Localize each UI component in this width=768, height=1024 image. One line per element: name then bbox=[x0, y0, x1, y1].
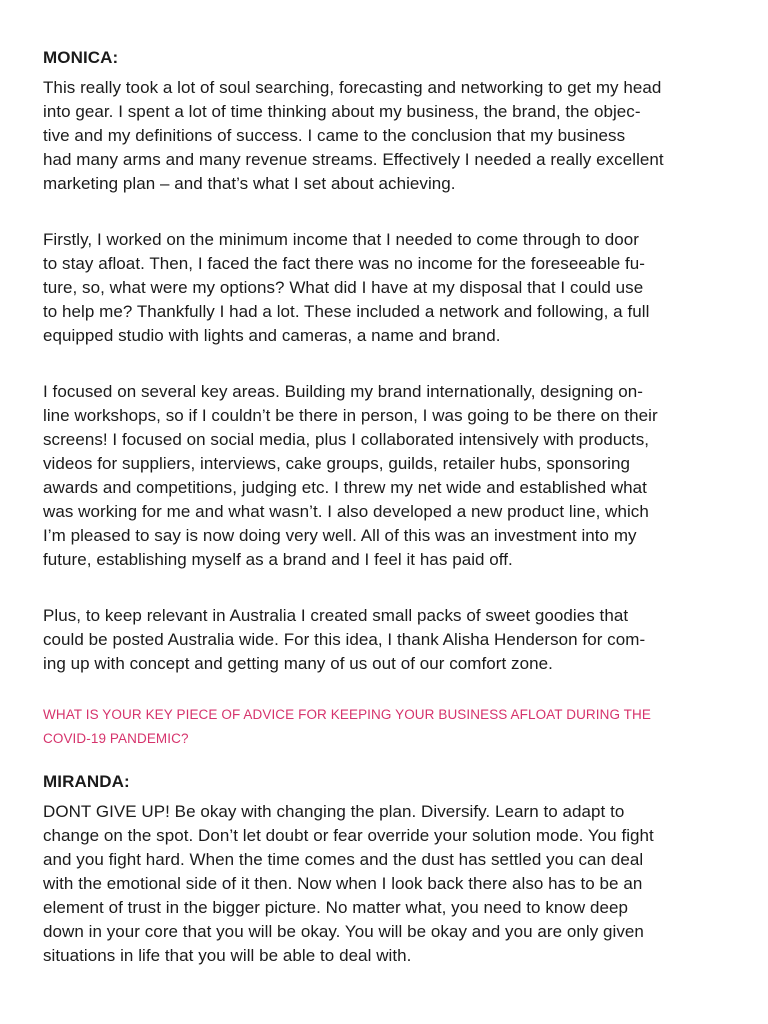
speaker-name-miranda: MIRANDA: bbox=[43, 772, 130, 791]
text-line: with the emotional side of it then. Now when I look back there also has to be an bbox=[43, 874, 643, 893]
text-line: I focused on several key areas. Building my brand internationally, designing on- bbox=[43, 382, 643, 401]
text-line: situations in life that you will be able to deal with. bbox=[43, 946, 412, 965]
text-line: down in your core that you will be okay. You will be okay and you are only given bbox=[43, 922, 644, 941]
text-line: had many arms and many revenue streams. Effectively I needed a really excellent bbox=[43, 150, 664, 169]
text-line: equipped studio with lights and cameras, a name and brand. bbox=[43, 326, 501, 345]
text-line: awards and competitions, judging etc. I threw my net wide and established what bbox=[43, 478, 647, 497]
miranda-answer bbox=[43, 770, 733, 968]
speaker-name-monica: MONICA: bbox=[43, 48, 119, 67]
question-line: WHAT IS YOUR KEY PIECE OF ADVICE FOR KEEPING YOUR BUSINESS AFLOAT DURING THE bbox=[43, 707, 651, 722]
text-line: and you fight hard. When the time comes and the dust has settled you can deal bbox=[43, 850, 644, 869]
text-line: ing up with concept and getting many of us out of our comfort zone. bbox=[43, 654, 553, 673]
article-page bbox=[43, 46, 733, 968]
text-line: DONT GIVE UP! Be okay with changing the plan. Diversify. Learn to adapt to bbox=[43, 802, 625, 821]
text-line: future, establishing myself as a brand and I feel it has paid off. bbox=[43, 550, 513, 569]
text-line: into gear. I spent a lot of time thinking about my business, the brand, the objec- bbox=[43, 102, 641, 121]
interview-question bbox=[43, 703, 733, 751]
text-line: to stay afloat. Then, I faced the fact there was no income for the foreseeable fu- bbox=[43, 254, 645, 273]
text-line: Firstly, I worked on the minimum income that I needed to come through to door bbox=[43, 230, 639, 249]
text-line: line workshops, so if I couldn’t be there in person, I was going to be there on their bbox=[43, 406, 658, 425]
text-line: was working for me and what wasn’t. I also developed a new product line, which bbox=[43, 502, 649, 521]
paragraph bbox=[43, 800, 733, 968]
text-line: screens! I focused on social media, plus I collaborated intensively with products, bbox=[43, 430, 650, 449]
text-line: change on the spot. Don’t let doubt or fear override your solution mode. You fight bbox=[43, 826, 654, 845]
text-line: This really took a lot of soul searching, forecasting and networking to get my head bbox=[43, 78, 662, 97]
paragraph bbox=[43, 76, 733, 196]
paragraph bbox=[43, 380, 733, 572]
text-line: to help me? Thankfully I had a lot. These included a network and following, a full bbox=[43, 302, 650, 321]
question-line: COVID-19 PANDEMIC? bbox=[43, 731, 189, 746]
text-line: I’m pleased to say is now doing very well. All of this was an investment into my bbox=[43, 526, 637, 545]
text-line: could be posted Australia wide. For this idea, I thank Alisha Henderson for com- bbox=[43, 630, 646, 649]
text-line: videos for suppliers, interviews, cake groups, guilds, retailer hubs, sponsoring bbox=[43, 454, 631, 473]
text-line: ture, so, what were my options? What did I have at my disposal that I could use bbox=[43, 278, 644, 297]
text-line: marketing plan – and that’s what I set about achieving. bbox=[43, 174, 456, 193]
paragraph bbox=[43, 604, 733, 676]
monica-answer bbox=[43, 76, 733, 676]
paragraph bbox=[43, 228, 733, 348]
text-line: Plus, to keep relevant in Australia I created small packs of sweet goodies that bbox=[43, 606, 629, 625]
text-line: tive and my definitions of success. I came to the conclusion that my business bbox=[43, 126, 626, 145]
text-line: element of trust in the bigger picture. No matter what, you need to know deep bbox=[43, 898, 629, 917]
